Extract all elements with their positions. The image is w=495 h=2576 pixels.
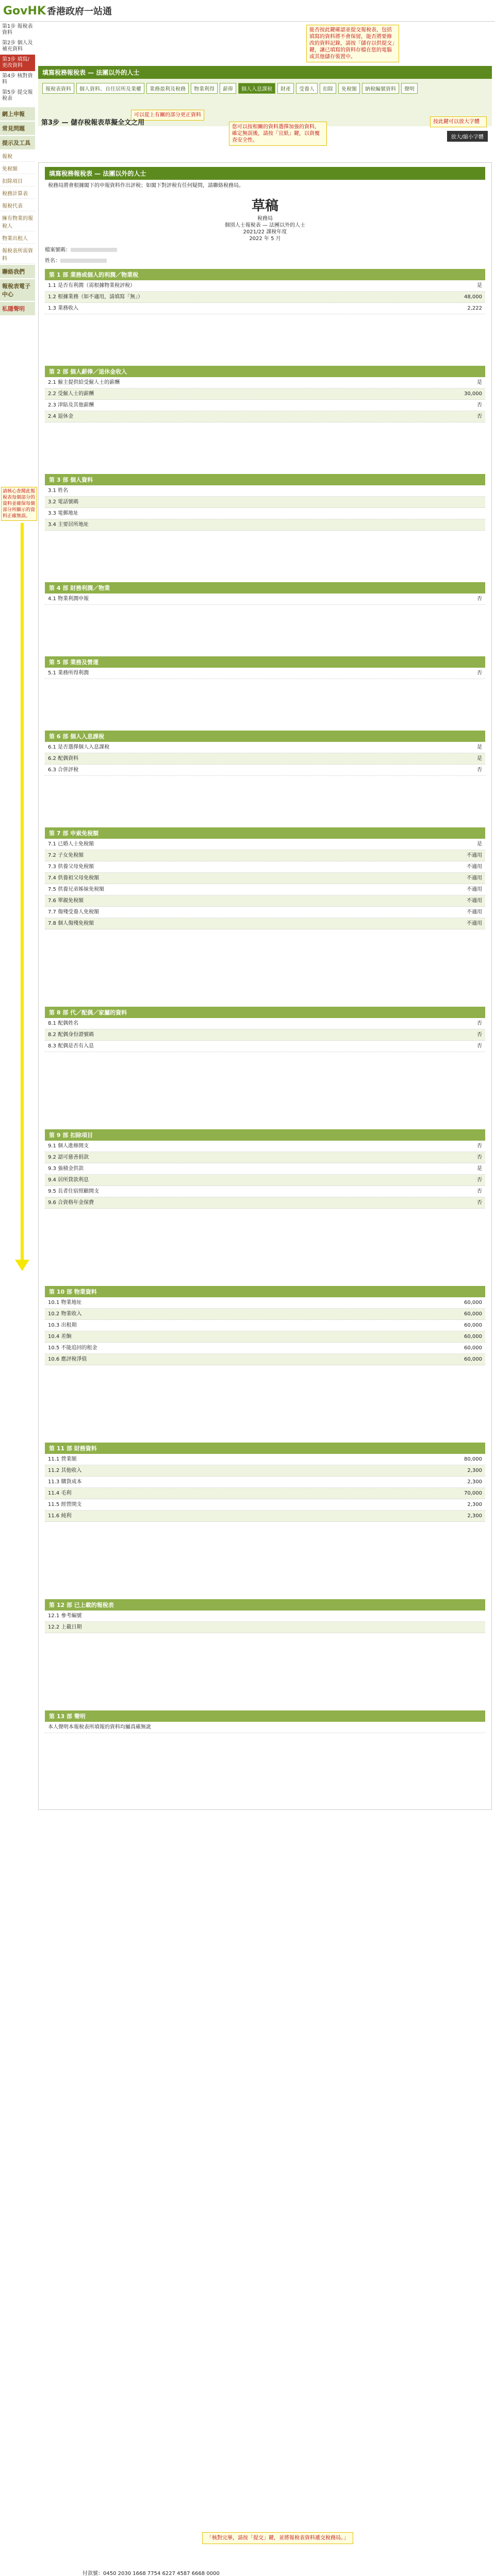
tab-item[interactable]: 扣除 [320,83,336,94]
row-label: 7.5 供養兄弟姊妹免稅額 [48,887,105,892]
row-value: 是 [477,380,482,385]
file-ref-label: 檔案號碼： [45,247,71,253]
tab-item[interactable]: 個人入息課稅 [238,83,275,94]
sidebar [0,22,35,2576]
sidebar-step-1[interactable]: 第1步 報稅表資料 [2,24,33,36]
sidebar-link[interactable]: 報稅表所需資料 [0,245,35,264]
row-label: 9.1 個人進修開支 [48,1143,89,1149]
footer-payment-no: 付款號：0450 2030 1668 7754 6227 4587 6668 0000 [82,2571,220,2576]
row-label: 7.7 傷殘受養人免稅額 [48,909,100,915]
site-header [0,0,495,22]
row-value: 不適用 [467,864,482,870]
row-label: 10.1 物業地址 [48,1300,82,1306]
font-callout: 按此鍵可以放大字體 [430,116,487,127]
sidebar-link[interactable]: 物業出租人 [0,232,35,244]
section-row [45,292,485,303]
row-value: 否 [477,1200,482,1206]
section-row [45,1320,485,1331]
row-value [441,1613,482,1619]
bottom-callout: 「核對完畢，請按「提交」鍵，並將報稅表資料遞交稅務局。」 [202,2532,353,2544]
govhk-logo[interactable] [3,4,112,18]
sidebar-step-2[interactable]: 第2步 個人及補充資料 [2,40,33,52]
section-row [45,1152,485,1163]
row-value: 2,222 [467,306,482,311]
section-row [45,1331,485,1343]
section-row [45,1297,485,1309]
section-row [45,1611,485,1622]
section-row [45,895,485,907]
logo-brand: GovHK [3,5,46,18]
step3-title: 第3步 — 儲存稅報表草擬全文之用 [41,119,145,127]
tab-list [41,82,489,95]
section-spacer [45,1633,485,1705]
row-label: 3.3 電郵地址 [48,511,79,516]
row-value: 否 [477,1143,482,1149]
doc-sections [45,269,485,1805]
section-row [45,1454,485,1465]
section-row [45,1465,485,1477]
row-label: 10.4 差餉 [48,1334,72,1340]
name-label: 姓名： [45,258,60,264]
section-header: 第 2 部 個人薪俸／退休金收入 [45,366,485,377]
section-row [45,884,485,895]
row-label: 7.4 供養祖父母免稅額 [48,875,100,881]
sidebar-more-item[interactable]: 私隱聲明 [0,302,35,315]
doc-sub-4: 2022 年 5 月 [249,236,281,242]
row-label: 2.3 津貼及其他薪酬 [48,402,94,408]
section-spacer [45,929,485,1002]
row-value: 2,300 [467,1502,482,1507]
row-value: 60,000 [464,1300,482,1306]
section-row [45,411,485,422]
font-size-button[interactable]: 放大/縮小字體 [447,131,488,142]
row-label: 3.4 主要居所地址 [48,522,89,528]
row-label: 3.2 電話號碼 [48,499,79,505]
sidebar-menu-item[interactable]: 提示及工具 [0,136,35,149]
row-label: 11.3 購貨成本 [48,1479,82,1485]
redacted-value [71,248,117,252]
row-value: 30,000 [464,391,482,397]
section-row [45,497,485,508]
yellow-arrow-head-icon [15,1260,29,1271]
section-row [45,303,485,314]
row-label: 12.1 參考編號 [48,1613,82,1619]
tab-item[interactable]: 物業利得 [191,83,218,94]
row-label: 1.1 是否有利潤（需根據物業稅評稅） [48,283,136,289]
tab-item[interactable]: 報稅表資料 [42,83,74,94]
section-row [45,742,485,753]
row-label: 9.2 認可慈善捐款 [48,1155,89,1160]
section-header: 第 1 部 業務或個人的利潤／物業稅 [45,269,485,280]
row-value [441,1624,482,1631]
row-label: 5.1 業務所得利潤 [48,670,89,676]
section-spacer [45,1052,485,1124]
section-row [45,1309,485,1320]
row-label: 9.5 長者住宿照顧開支 [48,1189,100,1194]
row-label: 8.2 配偶身份證號碼 [48,1032,94,1038]
row-label: 7.2 子女免稅額 [48,853,84,858]
yellow-arrow [21,523,24,1260]
row-label: 11.5 經營開支 [48,1502,82,1507]
row-value: 不適用 [467,887,482,892]
row-value: 不適用 [467,853,482,858]
row-value: 是 [477,744,482,750]
section-row [45,918,485,929]
section-row [45,485,485,497]
section-row [45,388,485,400]
row-value: 否 [477,402,482,408]
row-value: 否 [477,414,482,419]
row-value: 2,300 [467,1479,482,1485]
section-row [45,1343,485,1354]
row-label: 10.2 物業收入 [48,1311,82,1317]
row-label: 2.1 僱主提供給受僱人士的薪酬 [48,380,120,385]
row-label: 1.3 業務收入 [48,306,79,311]
row-label: 9.6 合資格年金保費 [48,1200,94,1206]
row-label: 2.2 受僱人士的薪酬 [48,391,94,397]
section-row [45,1499,485,1511]
row-value: 不適用 [467,909,482,915]
section-header: 第 11 部 財務資料 [45,1443,485,1454]
draft-title: 草稿 [251,198,278,214]
section-row [45,1354,485,1365]
sidebar-more-item[interactable]: 報稅表電子中心 [0,279,35,301]
row-label: 8.1 配偶姓名 [48,1021,79,1026]
tab-item[interactable]: 薪俸 [220,83,236,94]
row-label: 12.2 上載日期 [48,1624,82,1630]
section-spacer [45,422,485,469]
sidebar-steps [0,22,35,104]
sidebar-menu-item[interactable]: 常見問題 [0,122,35,135]
tab-item[interactable]: 個人資料、自住居所及業權 [76,83,144,94]
row-value: 60,000 [464,1311,482,1317]
row-value: 60,000 [464,1323,482,1328]
row-label: 10.5 不能追回的租金 [48,1345,97,1351]
row-value [441,1724,482,1731]
section-row [45,594,485,605]
row-value: 60,000 [464,1334,482,1340]
row-value [441,521,482,528]
row-value: 48,000 [464,294,482,300]
row-label: 9.3 強積金供款 [48,1166,84,1172]
section-row [45,519,485,531]
section-row [45,1041,485,1052]
row-label: 6.1 是否選擇個人入息課稅 [48,744,110,750]
section-header: 第 4 部 財務利潤／物業 [45,582,485,594]
tab-item[interactable]: 受養人 [296,83,318,94]
doc-sub-1: 稅務局 [257,216,273,222]
section-row [45,400,485,411]
row-label: 7.1 已婚人士免稅額 [48,841,94,847]
sidebar-more-item[interactable]: 聯絡我們 [0,265,35,278]
row-value: 否 [477,1032,482,1038]
row-label: 10.6 應評稅淨值 [48,1357,87,1362]
doc-sub-3: 2021/22 課稅年度 [243,229,287,235]
doc-intro: 稅務局將會根據閣下的申報資料作出評稅；如閣下對評稅有任何疑問，請聯絡稅務局。 [48,183,244,189]
row-label: 7.3 供養父母免稅額 [48,864,94,870]
section-row [45,907,485,918]
row-label: 11.4 毛利 [48,1490,72,1496]
section-header: 第 12 部 已上載的報稅表 [45,1599,485,1611]
row-label: 6.2 配偶資料 [48,756,79,761]
section-spacer [45,314,485,361]
section-row [45,508,485,519]
row-label: 8.3 配偶是否有入息 [48,1043,94,1049]
sidebar-link[interactable]: 報稅代表 [0,200,35,211]
row-value [441,499,482,505]
section-spacer [45,1365,485,1437]
row-value: 是 [477,841,482,847]
side-callout: 請核心查閱此報稅表每個部分的資料並確保每個部分所顯示的資料正確無誤。 [1,487,37,521]
section-row [45,839,485,850]
section-header: 第 3 部 個人資料 [45,474,485,485]
tab-item[interactable]: 業務盈利及稅務 [146,83,189,94]
section-row [45,377,485,388]
section-spacer [45,1733,485,1805]
logo-cn: 香港政府一站通 [46,6,112,17]
section-spacer [45,679,485,725]
tab-callout: 可以從上有關的部分更正資料 [131,110,204,121]
section-row [45,1163,485,1175]
row-value [441,510,482,517]
row-label: 1.2 根據業務（如不適用，請填寫「無」） [48,294,143,300]
doc-bar: 填寫稅務報稅表 — 法團以外的人士 [45,167,485,180]
section-spacer [45,1209,485,1281]
sidebar-step-3[interactable]: 第3步 填寫/更改資料 [0,55,35,71]
row-value: 否 [477,1043,482,1049]
row-label: 2.4 退休金 [48,414,74,419]
row-value: 否 [477,1021,482,1026]
sidebar-link[interactable]: 免稅額 [0,163,35,174]
section-header: 第 8 部 代／配偶／家屬的資料 [45,1007,485,1018]
sidebar-step-4[interactable]: 第4步 核對資料 [2,73,33,85]
redacted-value [60,259,107,263]
section-row [45,1141,485,1152]
tax-return-document [38,162,492,1810]
row-value [441,487,482,494]
sidebar-link[interactable]: 扣除項目 [0,175,35,187]
section-row [45,873,485,884]
row-value: 是 [477,283,482,289]
tab-item[interactable]: 聲明 [401,83,418,94]
section-row [45,1511,485,1522]
section-row [45,1175,485,1186]
tabs-bar-title: 填寫稅務報稅表 — 法團以外的人士 [38,66,492,79]
row-value: 否 [477,596,482,602]
row-value: 否 [477,1189,482,1194]
row-label: 7.6 單親免稅額 [48,898,84,904]
row-label: 11.1 營業額 [48,1456,77,1462]
tab-item[interactable]: 免稅額 [338,83,360,94]
section-row [45,1197,485,1209]
section-header: 第 13 部 聲明 [45,1710,485,1722]
section-row [45,861,485,873]
section-row [45,1018,485,1029]
section-header: 第 7 部 申索免稅額 [45,827,485,839]
row-label: 7.8 個人傷殘免稅額 [48,921,94,926]
section-row [45,1029,485,1041]
section-tabs [38,79,492,126]
sidebar-menu-item[interactable]: 網上申報 [0,107,35,121]
sidebar-menu [0,107,35,315]
section-row [45,765,485,776]
top-callout: 能否按此鍵確認並提交報稅表，包括填寫的資料將不會保留，能否將要修改的資料記錄，請按「儲存以供提交」鍵，讓已填寫的資料存檔在您的電腦或其他儲存裝置中。 [306,25,399,62]
row-label: 本人聲明本報稅表所填報的資料均屬真確無訛 [48,1724,151,1730]
section-header: 第 6 部 個人入息課稅 [45,731,485,742]
section-row [45,1622,485,1633]
tab-item[interactable]: 財產 [277,83,294,94]
row-value: 是 [477,1166,482,1172]
row-label: 11.2 其他收入 [48,1468,82,1473]
section-header: 第 5 部 業務及營運 [45,656,485,668]
row-label: 10.3 出租期 [48,1323,77,1328]
row-value: 是 [477,756,482,761]
sidebar-link[interactable]: 稅務計算表 [0,188,35,199]
section-spacer [45,531,485,577]
section-row [45,1488,485,1499]
section-row [45,1477,485,1488]
row-label: 6.3 合併評稅 [48,767,79,773]
sidebar-step-5[interactable]: 第5步 提交報稅表 [2,90,33,101]
row-label: 11.6 純利 [48,1513,72,1519]
section-row [45,1186,485,1197]
row-value: 60,000 [464,1357,482,1362]
row-value: 不適用 [467,875,482,881]
section-row [45,280,485,292]
section-spacer [45,776,485,822]
doc-sub-2: 個別人士報稅表 — 法團以外的人士 [224,223,306,228]
section-spacer [45,605,485,651]
row-value: 70,000 [464,1490,482,1496]
row-value: 否 [477,1155,482,1160]
section-row [45,850,485,861]
row-value: 否 [477,767,482,773]
row-value: 60,000 [464,1345,482,1351]
tab-item[interactable]: 納稅編號資料 [362,83,399,94]
row-label: 3.1 姓名 [48,488,69,494]
sidebar-link[interactable]: 擁有物業的報稅人 [0,212,35,231]
row-value: 2,300 [467,1468,482,1473]
section-row [45,753,485,765]
sidebar-link[interactable]: 報稅 [0,150,35,162]
row-value: 80,000 [464,1456,482,1462]
section-header: 第 9 部 扣除項目 [45,1129,485,1141]
row-label: 4.1 物業利潤申報 [48,596,89,602]
row-value: 不適用 [467,898,482,904]
section-spacer [45,1522,485,1594]
section-row [45,668,485,679]
save-callout: 您可以按相關的資料選擇加強的資料，確定無誤後，請按「宣紙」鍵，以資覆查安全性。 [229,122,327,146]
row-label: 9.4 居所貸款利息 [48,1177,89,1183]
main-content [38,25,492,1810]
row-value: 否 [477,670,482,676]
section-header: 第 10 部 物業資料 [45,1286,485,1297]
section-row [45,1722,485,1733]
row-value: 2,300 [467,1513,482,1519]
row-value: 否 [477,1177,482,1183]
row-value: 不適用 [467,921,482,926]
